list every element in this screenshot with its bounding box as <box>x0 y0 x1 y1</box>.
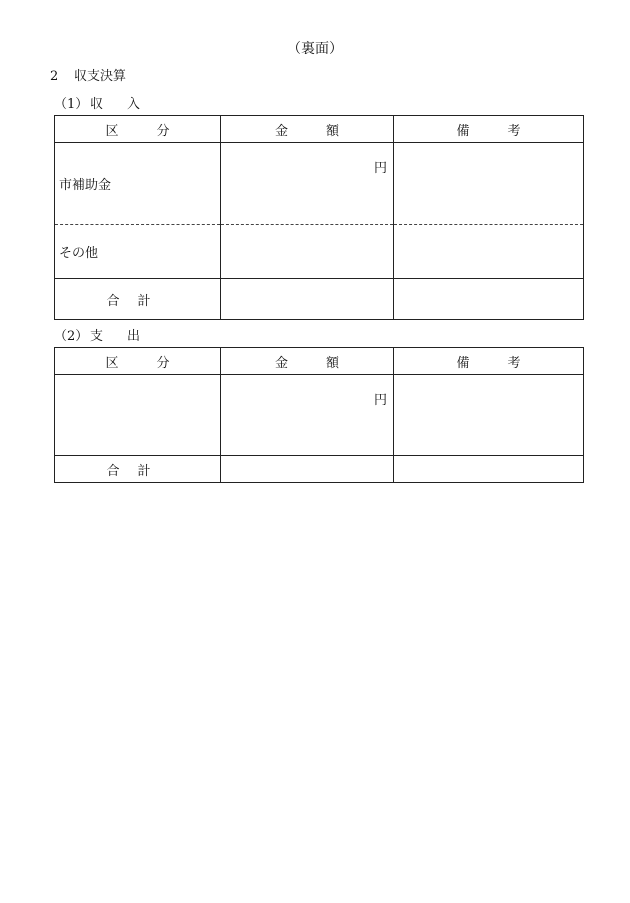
income-row-notes[interactable] <box>394 225 584 279</box>
expense-row-notes[interactable] <box>394 375 584 456</box>
expense-total-amount[interactable] <box>221 456 394 483</box>
expense-total-row <box>55 456 584 483</box>
section-title-text: 収支決算 <box>74 69 127 84</box>
income-row-notes[interactable] <box>394 143 584 225</box>
expense-row-category[interactable] <box>55 375 221 456</box>
expense-col-amount: 金額 <box>221 348 394 375</box>
page-header: （裏面） <box>287 41 343 57</box>
expense-total-label: 合計 <box>55 456 221 483</box>
income-col-notes: 備考 <box>394 116 584 143</box>
income-total-notes[interactable] <box>394 279 584 320</box>
expense-subtitle <box>54 325 164 344</box>
income-total-row <box>55 279 584 320</box>
expense-row <box>55 375 584 456</box>
income-col-amount: 金額 <box>221 116 394 143</box>
income-total-amount[interactable] <box>221 279 394 320</box>
section-title <box>50 65 126 84</box>
income-row-other <box>55 225 584 279</box>
yen-unit: 円 <box>373 393 387 408</box>
income-col-category: 区分 <box>55 116 221 143</box>
income-row-category: 市補助金 <box>55 143 221 225</box>
expense-paren: （2） <box>54 329 89 344</box>
expense-table <box>54 347 584 483</box>
expense-col-category: 区分 <box>55 348 221 375</box>
income-row-category: その他 <box>55 225 221 279</box>
expense-label: 支出 <box>90 329 165 344</box>
income-row-amount[interactable] <box>221 225 394 279</box>
income-paren: （1） <box>54 97 89 112</box>
expense-total-notes[interactable] <box>394 456 584 483</box>
section-number: 2 <box>50 69 59 84</box>
income-subtitle <box>54 93 164 112</box>
income-row-subsidy <box>55 143 584 225</box>
expense-header-row <box>55 348 584 375</box>
income-row-amount[interactable] <box>221 143 394 225</box>
income-header-row <box>55 116 584 143</box>
income-total-label: 合計 <box>55 279 221 320</box>
income-label: 収入 <box>90 97 165 112</box>
expense-row-amount[interactable] <box>221 375 394 456</box>
expense-col-notes: 備考 <box>394 348 584 375</box>
income-table <box>54 115 584 320</box>
yen-unit: 円 <box>373 161 387 176</box>
